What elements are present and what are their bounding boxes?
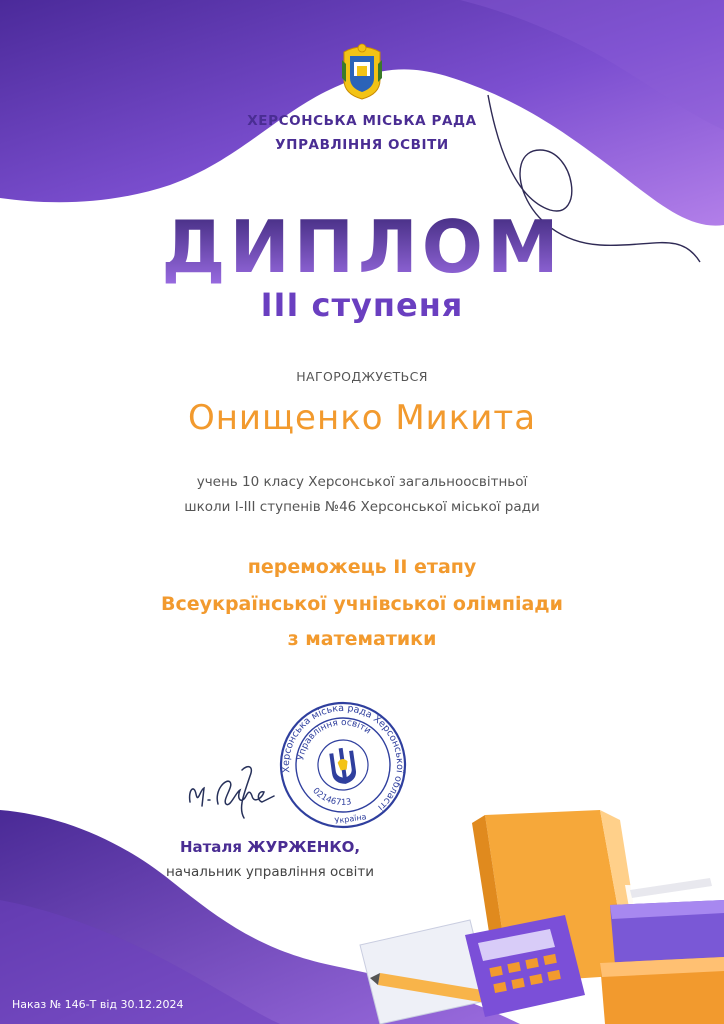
- awarded-label: НАГОРОДЖУЄТЬСЯ: [296, 369, 428, 384]
- stamp-code-text: 02146713: [310, 786, 353, 809]
- issuer-line-1: ХЕРСОНСЬКА МІСЬКА РАДА: [247, 113, 477, 129]
- signer-position: начальник управління освіти: [165, 864, 375, 880]
- stationery-illustration: [300, 795, 724, 1024]
- description-line-1: учень 10 класу Херсонської загальноосвітньої: [196, 474, 528, 490]
- achievement-line-2: Всеукраїнської учнівської олімпіади: [161, 593, 563, 615]
- stamp-country-text: Україна: [334, 812, 368, 826]
- issuer-line-2: УПРАВЛІННЯ ОСВІТИ: [275, 137, 449, 153]
- stamp-inner-text: Управління освіти: [296, 717, 373, 762]
- recipient-name: Онищенко Микита: [187, 398, 537, 438]
- stamp-outer-text: Херсонська міська рада Херсонської області: [280, 702, 406, 813]
- calculator-icon: [465, 915, 585, 1017]
- diploma-title: [0, 198, 724, 288]
- diploma-title-text: ДИПЛОМ: [161, 205, 563, 288]
- order-reference: Наказ № 146-Т від 30.12.2024: [12, 998, 184, 1011]
- achievement-line-3: з математики: [287, 628, 437, 650]
- degree-label: III ступеня: [260, 286, 464, 324]
- signer-name: Наталя ЖУРЖЕНКО,: [179, 838, 361, 856]
- coat-of-arms-icon: [340, 42, 384, 100]
- signature: [182, 760, 292, 830]
- description-line-2: школи І-ІІІ ступенів №46 Херсонської міської ради: [184, 499, 540, 515]
- trident-icon: [329, 746, 358, 785]
- achievement-line-1: переможець ІІ етапу: [247, 556, 477, 578]
